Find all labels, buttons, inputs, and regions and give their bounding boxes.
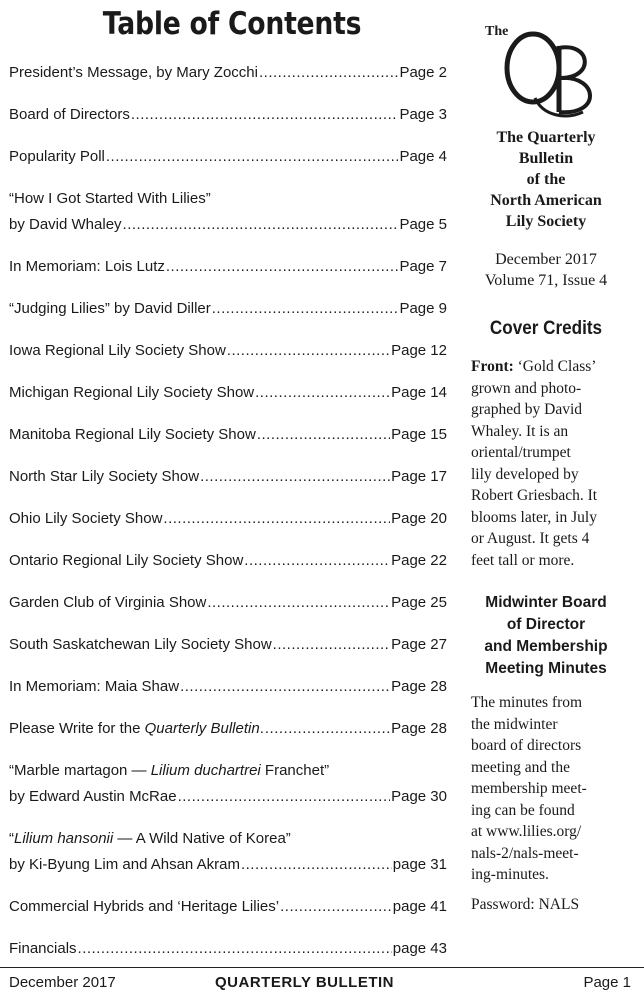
leader-dots	[280, 894, 392, 920]
issue-volume: Volume 71, Issue 4	[484, 272, 608, 289]
page-title: Table of Contents	[102, 6, 362, 42]
toc-entry-title: President’s Message, by Mary Zocchi	[9, 64, 258, 81]
leader-dots	[212, 296, 399, 322]
masthead: The Quarterly Bulletin of the North American Lily Society	[490, 129, 602, 230]
footer-divider	[0, 967, 644, 968]
toc-entry-title: South Saskatchewan Lily Society Show	[9, 636, 272, 653]
leader-dots	[200, 464, 390, 490]
toc-entry-title: “Judging Lilies” by David Diller	[9, 300, 211, 317]
toc-entry-page: Page 25	[391, 594, 447, 611]
leader-dots	[178, 784, 391, 810]
toc-entry	[9, 632, 447, 658]
leader-dots	[241, 852, 392, 878]
toc-entry-title-line: “Lilium hansonii — A Wild Native of Korea”	[9, 830, 291, 847]
leader-dots	[265, 716, 390, 742]
toc-entry-page: Page 12	[391, 342, 447, 359]
leader-dots	[106, 144, 399, 170]
leader-dots	[166, 254, 399, 280]
toc-entry	[9, 674, 447, 700]
toc-entry-page: page 43	[392, 940, 447, 957]
toc-entry-title: Ontario Regional Lily Society Show	[9, 552, 244, 569]
toc-entry-title: by Ki-Byung Lim and Ahsan Akram	[9, 856, 240, 873]
toc-entry-title: by David Whaley	[9, 216, 122, 233]
leader-dots	[207, 590, 390, 616]
toc-entry-title: Please Write for the Quarterly Bulletin.	[9, 720, 264, 737]
toc-entry-page: Page 4	[399, 148, 447, 165]
toc-entry-page: Page 2	[399, 64, 447, 81]
toc-entry	[9, 936, 447, 962]
toc-entry-title: Manitoba Regional Lily Society Show	[9, 426, 256, 443]
toc-entry-title: Iowa Regional Lily Society Show	[9, 342, 226, 359]
toc-entry-page: Page 9	[399, 300, 447, 317]
leader-dots	[180, 674, 390, 700]
toc-entry	[9, 422, 447, 448]
toc-entry-title: In Memoriam: Maia Shaw	[9, 678, 180, 695]
toc-entry	[9, 716, 447, 742]
toc-entry-title-line: “Marble martagon — Lilium duchartrei Franchet”	[9, 762, 330, 779]
leader-dots	[78, 936, 392, 962]
toc-entry-title: Financials	[9, 940, 77, 957]
toc-entry-page: Page 14	[391, 384, 447, 401]
toc-entry	[9, 296, 447, 322]
footer-page-number: Page 1	[583, 974, 631, 991]
toc-entry-page: Page 7	[399, 258, 447, 275]
sidebar	[471, 0, 644, 965]
leader-dots	[163, 506, 390, 532]
toc-entry	[9, 758, 447, 810]
toc-entry-title: In Memoriam: Lois Lutz	[9, 258, 165, 275]
toc-entry	[9, 338, 447, 364]
toc-entry-title: Commercial Hybrids and ‘Heritage Lilies’	[9, 898, 280, 915]
leader-dots	[257, 422, 390, 448]
toc-entry	[9, 60, 447, 86]
issue-info	[471, 249, 621, 291]
toc-entry-page: Page 20	[391, 510, 447, 527]
footer-date: December 2017	[9, 974, 116, 991]
toc-entry-page: Page 5	[399, 216, 447, 233]
toc-entry	[9, 894, 447, 920]
toc-entry-title: North Star Lily Society Show	[9, 468, 200, 485]
toc-entry-title-line: “How I Got Started With Lilies”	[9, 190, 211, 207]
leader-dots	[259, 60, 398, 86]
toc-entry	[9, 826, 447, 878]
toc-entry-title: Board of Directors	[9, 106, 130, 123]
toc-entry-page: page 31	[392, 856, 447, 873]
issue-date: December 2017	[495, 251, 597, 268]
leader-dots	[273, 632, 390, 658]
cover-credits-text: Front: ‘Gold Class’ grown and photo- graphed by David Whaley. It is an oriental/trumpet lily developed by Robert Griesbach. It blooms later, in July or August. It gets 4 feet tall or more.	[471, 358, 598, 569]
toc-entry-title: Popularity Poll	[9, 148, 105, 165]
toc-entry-page: Page 28	[391, 720, 447, 737]
qb-logo	[471, 20, 621, 125]
toc-entry-page: Page 15	[391, 426, 447, 443]
toc-entry-title: Garden Club of Virginia Show	[9, 594, 207, 611]
toc-entry	[9, 102, 447, 128]
midwinter-text: The minutes from the midwinter board of directors meeting and the membership meet- ing can be found at www.lilies.org/ nals-2/nals-meet- ing-minutes.	[471, 694, 587, 883]
toc-entry-title: Ohio Lily Society Show	[9, 510, 163, 527]
page-footer	[0, 974, 644, 996]
toc-entry-page: Page 28	[391, 678, 447, 695]
toc-entry-page: page 41	[392, 898, 447, 915]
toc-entry	[9, 506, 447, 532]
toc-entry	[9, 590, 447, 616]
password-text: Password: NALS	[471, 896, 580, 913]
toc-entry	[9, 254, 447, 280]
leader-dots	[227, 338, 390, 364]
toc-entry	[9, 464, 447, 490]
toc-entry	[9, 380, 447, 406]
toc-entry-page: Page 22	[391, 552, 447, 569]
leader-dots	[131, 102, 399, 128]
cover-credits-heading: Cover Credits	[489, 318, 603, 339]
toc-entry-page: Page 17	[391, 468, 447, 485]
toc-entry-page: Page 27	[391, 636, 447, 653]
footer-publication: QUARTERLY BULLETIN	[215, 974, 395, 991]
leader-dots	[123, 212, 399, 238]
leader-dots	[244, 548, 390, 574]
leader-dots	[255, 380, 390, 406]
toc-entry	[9, 548, 447, 574]
toc-entry	[9, 186, 447, 238]
toc-entry-page: Page 3	[399, 106, 447, 123]
logo-the: The	[485, 24, 509, 39]
midwinter-heading: Midwinter Board of Director and Membership Meeting Minutes	[484, 594, 608, 677]
toc-entry	[9, 144, 447, 170]
toc-entry-title: by Edward Austin McRae	[9, 788, 177, 805]
toc-entry-title: Michigan Regional Lily Society Show	[9, 384, 255, 401]
toc-entry-page: Page 30	[391, 788, 447, 805]
